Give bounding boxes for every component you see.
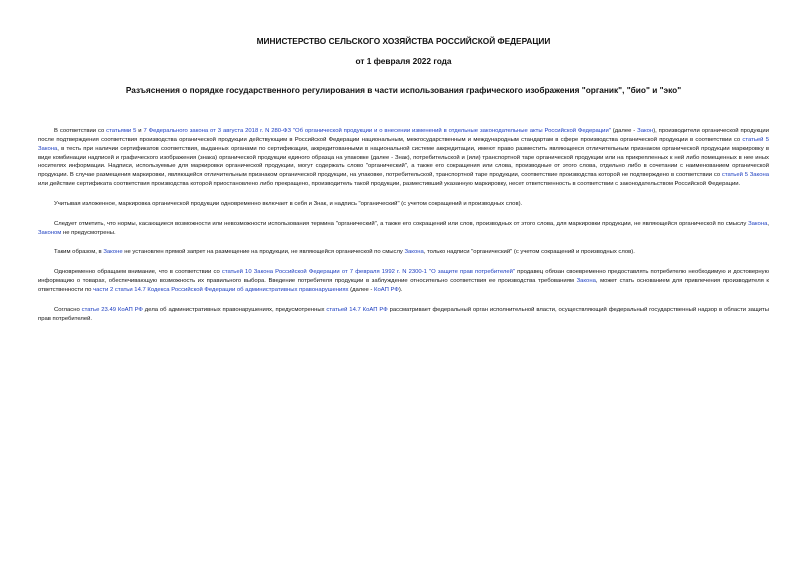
text: Следует отметить, что нормы, касающиеся возможности или невозможности использования термина "органический", а также его сокращений или слов, производных от этого слова, для маркировки продукции, не являющейся органической по смыслу bbox=[54, 220, 749, 227]
text: или действие сертификата соответствия производства которой приостановлено либо прекращено, производитель такой продукции, разместивший указанную маркировку, несет ответственность в соответствии с законодательством Российской Федерации. bbox=[38, 181, 741, 188]
paragraph-2 bbox=[38, 200, 769, 209]
text: , только надписи "органический" (с учетом сокращений и производных слов). bbox=[423, 249, 635, 256]
link-law-2[interactable]: Законом bbox=[38, 229, 62, 236]
paragraph-1 bbox=[38, 127, 769, 189]
text: , может стать основанием для привлечения производителя к ответственности по bbox=[38, 278, 769, 293]
link-law-meaning-2[interactable]: Закона bbox=[404, 249, 424, 256]
text: рассматривает федеральный орган исполнительной власти, осуществляющий федеральный государственный надзор в области защиты прав потребителей. bbox=[38, 306, 769, 322]
text: ), производители органической продукции после подтверждения соответствия производства органической продукции действующим в Российской Федерации национальным, межгосударственным и международным стандартам в сфере производства органической продукции в соответствии со bbox=[38, 128, 769, 143]
document-title: Разъяснения о порядке государственного регулирования в части использования графического изображения "органик", "био" и "эко" bbox=[125, 85, 682, 95]
text: ). bbox=[398, 286, 403, 293]
text: (далее - bbox=[348, 286, 375, 293]
link-federal-law-280[interactable]: 7 Федерального закона от 3 августа 2018 г. N 280-ФЗ "Об органической продукции и о внесении изменений в отдельные законодательные акты Российской Федерации" bbox=[143, 128, 611, 134]
text: дела об административных правонарушениях, предусмотренных bbox=[142, 306, 327, 313]
paragraph-6 bbox=[38, 306, 769, 324]
link-law-meaning[interactable]: Закона bbox=[748, 220, 768, 227]
text: , bbox=[767, 220, 769, 227]
text: не установлен прямой запрет на размещение на продукции, не являющейся органической по смыслу bbox=[122, 249, 405, 256]
paragraph-4 bbox=[38, 248, 769, 257]
text: и bbox=[136, 128, 144, 134]
text: продавец обязан своевременно предоставлять потребителю необходимую и достоверную информацию о товарах, обеспечивающую возможность их правильного выбора. Введение потребителя продукции в заблуждение относительно соответствия ее производства требованиям bbox=[38, 269, 769, 285]
paragraph-3 bbox=[38, 220, 769, 238]
link-articles-5[interactable]: статьями 5 bbox=[106, 128, 137, 134]
paragraph-5 bbox=[38, 268, 769, 295]
link-law-in[interactable]: Законе bbox=[103, 249, 123, 256]
link-article-5-law-2[interactable]: статьей 5 Закона bbox=[721, 172, 770, 179]
link-koap[interactable]: КоАП РФ bbox=[374, 286, 399, 293]
document-date: от 1 февраля 2022 года bbox=[355, 56, 452, 66]
document-body bbox=[38, 127, 769, 335]
text: Таким образом, в bbox=[54, 249, 104, 256]
ministry-heading: МИНИСТЕРСТВО СЕЛЬСКОГО ХОЗЯЙСТВА РОССИЙСКОЙ ФЕДЕРАЦИИ bbox=[256, 36, 551, 46]
link-koap-14-7[interactable]: части 2 статьи 14.7 Кодекса Российской Федерации об административных правонарушениях bbox=[93, 286, 349, 293]
link-law[interactable]: Закон bbox=[637, 128, 654, 134]
text: Одновременно обращаем внимание, что в соответствии со bbox=[54, 269, 222, 276]
text: не предусмотрены. bbox=[61, 229, 116, 236]
link-law-requirements[interactable]: Закона bbox=[576, 278, 596, 285]
link-koap-23-49[interactable]: статье 23.49 КоАП РФ bbox=[81, 306, 143, 313]
text: (далее - bbox=[610, 128, 638, 134]
text: Учитывая изложенное, маркировка органической продукции одновременно включает в себя и Знак, и надпись "органический" (с учетом сокращений и производных слов). bbox=[54, 200, 523, 207]
text: Согласно bbox=[54, 306, 82, 313]
text: В соответствии со bbox=[54, 128, 107, 134]
text: , в тесть при наличии сертификатов соответствия, выданных органами по сертификации, аккредитованными в национальной системе аккредитации, имеют право разместить являющееся отличительным признаком органической продукции маркировку в виде комбинации надписей и графического изображения (знака) органической продукции единого образца на упаковке (далее - Знак), потребительской и (или) транспортной таре органической продукции или на прикрепленных к ней либо помещенных в нее иных носителях информации. Надписи, используемые для маркировки органической продукции, могут содержать слово "органический", а также его сокращения или слова, производные от этого слова, отдельно либо в сочетании с наименованием органической продукции. В случае размещения маркировки, являющейся отличительным признаком органической продукции, на упаковке, потребительской, транспортной таре продукции, соответствие производства которой не подтверждено в соответствии со bbox=[38, 145, 769, 179]
link-koap-14-7-2[interactable]: статьей 14.7 КоАП РФ bbox=[326, 306, 388, 313]
link-article-5-law[interactable]: статьей 5 Закона bbox=[38, 136, 769, 152]
link-consumer-rights-law[interactable]: статьей 10 Закона Российской Федерации от 7 февраля 1992 г. N 2300-1 "О защите прав потребителей" bbox=[221, 269, 515, 276]
